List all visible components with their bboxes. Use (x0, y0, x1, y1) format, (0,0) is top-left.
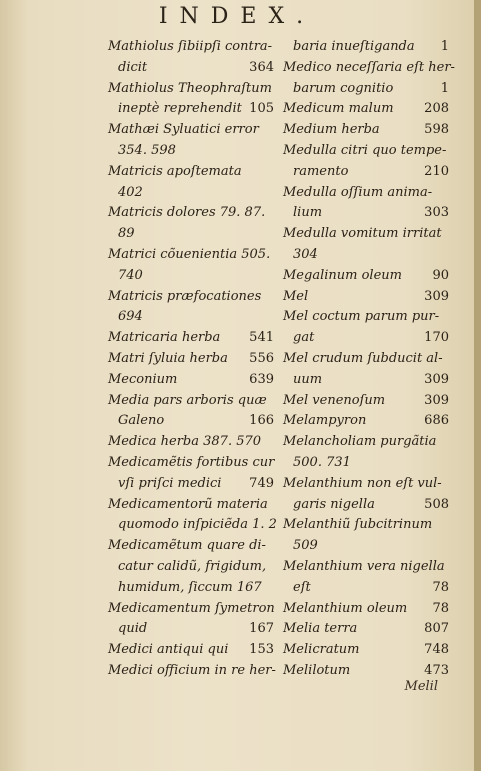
index-entry (108, 287, 278, 308)
index-entry (108, 474, 278, 495)
index-entry (108, 58, 278, 79)
entry-text: Melanthiũ ſubcitrinum (283, 517, 433, 533)
index-entry (108, 557, 278, 578)
entry-page-number: 508 (424, 496, 449, 512)
entry-text: Medico neceſſaria eſt her- (283, 59, 455, 75)
index-entry (283, 349, 453, 370)
entry-text: Medulla citri quo tempe- (283, 142, 447, 158)
index-entry (108, 120, 278, 141)
entry-text: gat (293, 330, 315, 346)
entry-text: baria inueſtiganda (293, 39, 415, 54)
index-entry (283, 515, 453, 536)
index-entry (108, 619, 278, 640)
entry-page-number: 364 (249, 59, 274, 75)
entry-text: Medulla oſſium anima- (283, 184, 433, 200)
entry-text: 694 (118, 309, 143, 325)
entry-page-number: 807 (424, 621, 449, 637)
entry-text: Mel crudum ſubducit al- (283, 350, 443, 366)
index-column-right (283, 37, 453, 682)
entry-page-number: 105 (249, 101, 274, 117)
index-entry (283, 58, 453, 79)
index-entry (283, 287, 453, 308)
index-entry (283, 37, 453, 58)
entry-text: Medici officium in re her- (108, 662, 276, 678)
entry-text: Medium herba (283, 122, 380, 138)
index-entry (108, 266, 278, 287)
entry-page-number: 208 (424, 101, 449, 117)
index-entry (108, 411, 278, 432)
index-entry (108, 79, 278, 100)
entry-page-number: 78 (432, 600, 449, 616)
entry-text: Medici antiqui qui (108, 642, 229, 658)
entry-text: Melanthium oleum (283, 600, 408, 616)
index-entry (283, 120, 453, 141)
index-entry (108, 453, 278, 474)
entry-page-number: 1 (440, 80, 449, 96)
entry-text: Matricis dolores 79. 87. (108, 205, 266, 221)
entry-text: Melanthium vera nigella (283, 558, 445, 574)
index-entry (108, 245, 278, 266)
entry-text: Medulla vomitum irritat (283, 226, 442, 242)
entry-page-number: 1 (440, 39, 449, 54)
entry-page-number: 749 (249, 475, 274, 491)
index-entry (108, 432, 278, 453)
entry-page-number: 686 (424, 413, 449, 429)
index-entry (108, 99, 278, 120)
index-entry (283, 162, 453, 183)
entry-text: Mel venenoſum (283, 392, 386, 408)
entry-text: Megalinum oleum (283, 267, 402, 283)
entry-text: Matricis apoſtemata (108, 163, 242, 179)
index-entry (283, 432, 453, 453)
entry-text: Medica herba 387. 570 (108, 434, 262, 450)
entry-text: uum (293, 371, 323, 387)
catchword: Melil (404, 679, 438, 694)
entry-text: Matri ſyluia herba (108, 350, 228, 366)
index-entry (283, 411, 453, 432)
entry-text: lium (293, 205, 323, 221)
entry-page-number: 166 (249, 413, 274, 429)
index-entry (108, 578, 278, 599)
entry-text: 89 (118, 226, 135, 242)
entry-text: 304 (293, 246, 318, 262)
entry-text: Medicamẽtis fortibus cur (108, 454, 275, 470)
entry-text: barum cognitio (293, 80, 394, 96)
entry-text: 740 (118, 267, 143, 283)
entry-text: Medicum malum (283, 101, 394, 117)
entry-text: 354. 598 (118, 142, 176, 158)
index-entry (283, 557, 453, 578)
index-entry (283, 224, 453, 245)
entry-text: Meconium (108, 371, 178, 387)
entry-page-number: 78 (432, 579, 449, 595)
index-entry (283, 183, 453, 204)
index-entry (283, 266, 453, 287)
index-entry (283, 370, 453, 391)
entry-text: Melia terra (283, 621, 358, 637)
entry-text: Melanthium non eſt vul- (283, 475, 442, 491)
index-entry (108, 183, 278, 204)
entry-text: garis nigella (293, 496, 375, 512)
entry-page-number: 556 (249, 350, 274, 366)
index-entry (108, 203, 278, 224)
index-entry (108, 162, 278, 183)
index-entry (283, 495, 453, 516)
index-entry (283, 391, 453, 412)
entry-text: Mel (283, 288, 309, 304)
index-entry (108, 328, 278, 349)
entry-text: Medicamẽtum quare di- (108, 538, 266, 554)
page-title: INDEX. (158, 4, 316, 29)
page-edge (474, 0, 481, 771)
index-entry (283, 203, 453, 224)
index-entry (108, 599, 278, 620)
entry-page-number: 748 (424, 642, 449, 658)
entry-page-number: 309 (424, 371, 449, 387)
index-entry (283, 307, 453, 328)
entry-page-number: 639 (249, 371, 274, 387)
entry-text: humidum, ſiccum 167 (118, 579, 262, 595)
entry-text: 402 (118, 184, 143, 200)
index-entry (283, 328, 453, 349)
index-entry (108, 661, 278, 682)
entry-text: Melicratum (283, 642, 360, 658)
entry-text: quid (118, 621, 148, 637)
index-entry (283, 245, 453, 266)
entry-text: Matricaria herba (108, 330, 221, 346)
index-entry (108, 37, 278, 58)
entry-text: quomodo inſpiciẽda 1. 2 (118, 517, 277, 533)
entry-text: Melancholiam purgãtia (283, 434, 437, 450)
index-entry (108, 640, 278, 661)
entry-page-number: 598 (424, 122, 449, 138)
index-entry (283, 578, 453, 599)
index-entry (283, 141, 453, 162)
index-entry (283, 474, 453, 495)
entry-page-number: 90 (432, 267, 449, 283)
entry-text: Melampyron (283, 413, 367, 429)
entry-page-number: 309 (424, 392, 449, 408)
entry-text: 509 (293, 538, 318, 554)
entry-page-number: 473 (424, 662, 449, 678)
index-entry (108, 349, 278, 370)
index-entry (283, 79, 453, 100)
entry-text: Matricis præfocationes (108, 288, 262, 304)
entry-text: 500. 731 (293, 454, 351, 470)
index-entry (283, 453, 453, 474)
index-entry (108, 391, 278, 412)
entry-text: Media pars arboris quæ (108, 392, 267, 408)
index-entry (108, 515, 278, 536)
index-entry (283, 599, 453, 620)
index-entry (108, 495, 278, 516)
index-entry (283, 640, 453, 661)
entry-page-number: 541 (249, 330, 274, 346)
entry-page-number: 167 (249, 621, 274, 637)
entry-page-number: 303 (424, 205, 449, 221)
entry-page-number: 153 (249, 642, 274, 658)
entry-text: ramento (293, 163, 349, 179)
index-entry (283, 536, 453, 557)
entry-page-number: 210 (424, 163, 449, 179)
index-entry (283, 619, 453, 640)
entry-text: Mathiolus Theophraſtum (108, 80, 272, 96)
index-entry (283, 99, 453, 120)
entry-text: ineptè reprehendit (118, 101, 242, 117)
entry-text: Mel coctum parum pur- (283, 309, 440, 325)
entry-text: eſt (293, 579, 311, 595)
entry-text: Medicamentorũ materia (108, 496, 268, 512)
entry-text: Mathiolus ſibiipſi contra- (108, 39, 273, 54)
entry-text: Melilotum (283, 662, 351, 678)
entry-text: Medicamentum ſymetron (108, 600, 275, 616)
index-entry (108, 307, 278, 328)
entry-text: Matrici cõuenientia 505. (108, 246, 271, 262)
index-entry (108, 370, 278, 391)
entry-text: vſi priſci medici (118, 475, 222, 491)
index-entry (108, 536, 278, 557)
entry-text: dicit (118, 59, 148, 75)
entry-page-number: 309 (424, 288, 449, 304)
entry-text: catur calidũ, frigidum, (118, 558, 267, 574)
index-entry (108, 224, 278, 245)
entry-text: Galeno (118, 413, 165, 429)
entry-page-number: 170 (424, 330, 449, 346)
entry-text: Mathæi Syluatici error (108, 122, 259, 138)
index-entry (108, 141, 278, 162)
index-column-left (108, 37, 278, 682)
